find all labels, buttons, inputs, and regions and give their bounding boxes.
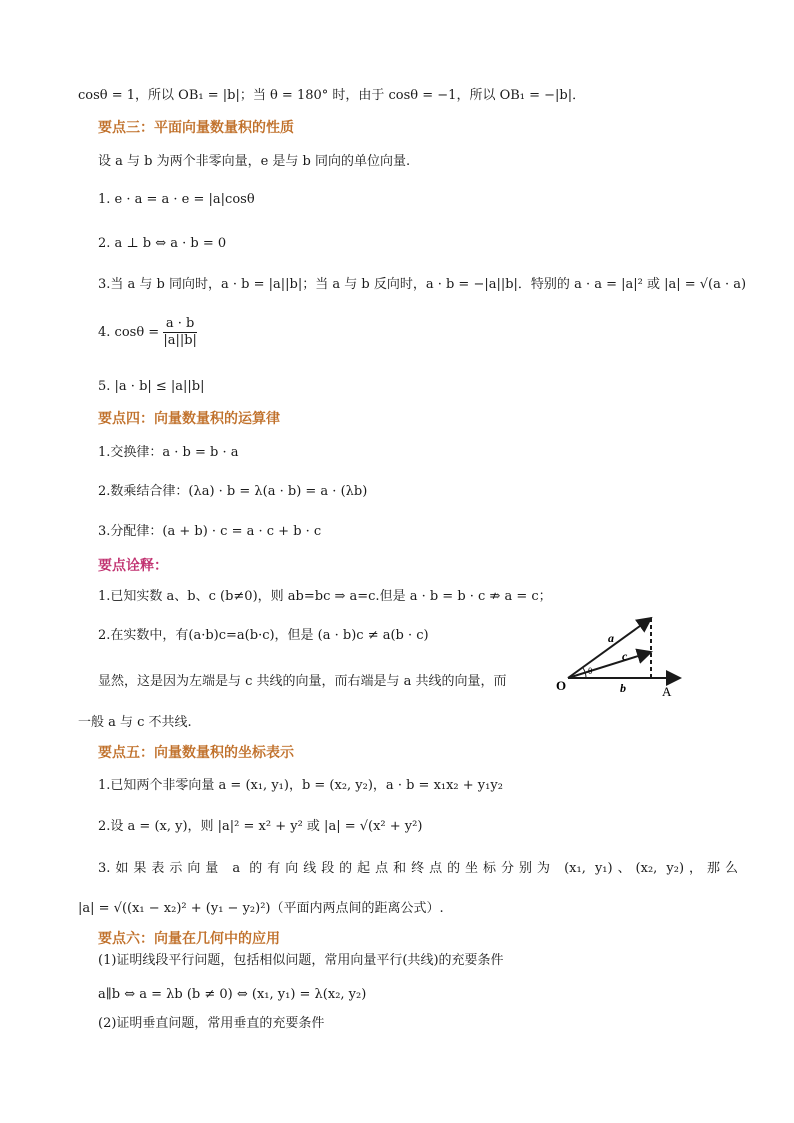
fraction-denominator: |a||b| — [163, 333, 197, 348]
section4-item-1: 1.交换律：a · b = b · a — [98, 445, 239, 460]
section5-item-2: 2.设 a = (x, y)，则 |a|² = x² + y² 或 |a| = √(x² + y²) — [98, 819, 423, 834]
section6-item-1: (1)证明线段平行问题，包括相似问题，常用向量平行(共线)的充要条件 — [98, 953, 504, 968]
label-c: c — [622, 649, 628, 663]
section3-item-2: 2. a ⊥ b ⇔ a · b = 0 — [98, 236, 227, 251]
section3-item-3: 3.当 a 与 b 同向时，a · b = |a||b|；当 a 与 b 反向时，a · b = −|a||b|．特别的 a · a = |a|² 或 |a| = √(a · a) — [98, 277, 747, 292]
section5-item-1: 1.已知两个非零向量 a = (x₁, y₁)，b = (x₂, y₂)，a · b = x₁x₂ + y₁y₂ — [98, 778, 503, 793]
section6-heading: 要点六：向量在几何中的应用 — [98, 931, 280, 947]
notes-item-2: 2.在实数中，有(a·b)c=a(b·c)，但是 (a · b)c ≠ a(b · c) — [98, 628, 429, 643]
section4-item-2: 2.数乘结合律：(λa) · b = λ(a · b) = a · (λb) — [98, 484, 368, 499]
section6-item-3: (2)证明垂直问题，常用垂直的充要条件 — [98, 1016, 325, 1031]
section4-item-3: 3.分配律：(a + b) · c = a · c + b · c — [98, 524, 322, 539]
section6-item-2: a∥b ⇔ a = λb (b ≠ 0) ⇔ (x₁, y₁) = λ(x₂, y₂) — [98, 987, 367, 1002]
fraction-numerator: a · b — [165, 316, 195, 331]
section3-intro: 设 a 与 b 为两个非零向量，e 是与 b 同向的单位向量. — [98, 154, 411, 169]
section3-heading: 要点三：平面向量数量积的性质 — [98, 120, 294, 136]
section3-item-1: 1. e · a = a · e = |a|cosθ — [98, 192, 255, 207]
section4-heading: 要点四：向量数量积的运算律 — [98, 411, 280, 427]
vector-c — [568, 652, 651, 678]
notes-item-1: 1.已知实数 a、b、c (b≠0)，则 ab=bc ⇒ a=c.但是 a · b = b · c ⇏ a = c； — [98, 589, 552, 604]
section3-item-5: 5. |a · b| ≤ |a||b| — [98, 379, 205, 394]
section5-heading: 要点五：向量数量积的坐标表示 — [98, 745, 294, 761]
label-theta: θ — [588, 666, 593, 676]
notes-explain-line1: 显然，这是因为左端是与 c 共线的向量，而右端是与 a 共线的向量，而 — [98, 674, 507, 689]
section5-item-3-line2: |a| = √((x₁ − x₂)² + (y₁ − y₂)²)（平面内两点间的距离公式）. — [78, 901, 444, 916]
label-O: O — [556, 678, 567, 693]
section5-item-3-line1: 3.如果表示向量 a 的有向线段的起点和终点的坐标分别为 (x₁, y₁)、(x₂, y₂)，那么 — [98, 861, 738, 876]
intro-line: cosθ = 1，所以 OB₁ = |b|；当 θ = 180° 时，由于 cosθ = −1，所以 OB₁ = −|b|． — [78, 88, 586, 103]
notes-heading: 要点诠释： — [98, 558, 168, 574]
label-a: a — [608, 631, 614, 645]
cos-fraction — [163, 316, 197, 349]
label-A: A — [662, 684, 672, 699]
section3-item-4 — [98, 316, 197, 349]
vector-figure — [556, 610, 686, 700]
vector-a — [568, 618, 651, 678]
notes-explain-line2: 一般 a 与 c 不共线. — [78, 715, 192, 730]
item4-prefix: 4. cosθ = — [98, 325, 160, 340]
label-b: b — [620, 681, 626, 695]
